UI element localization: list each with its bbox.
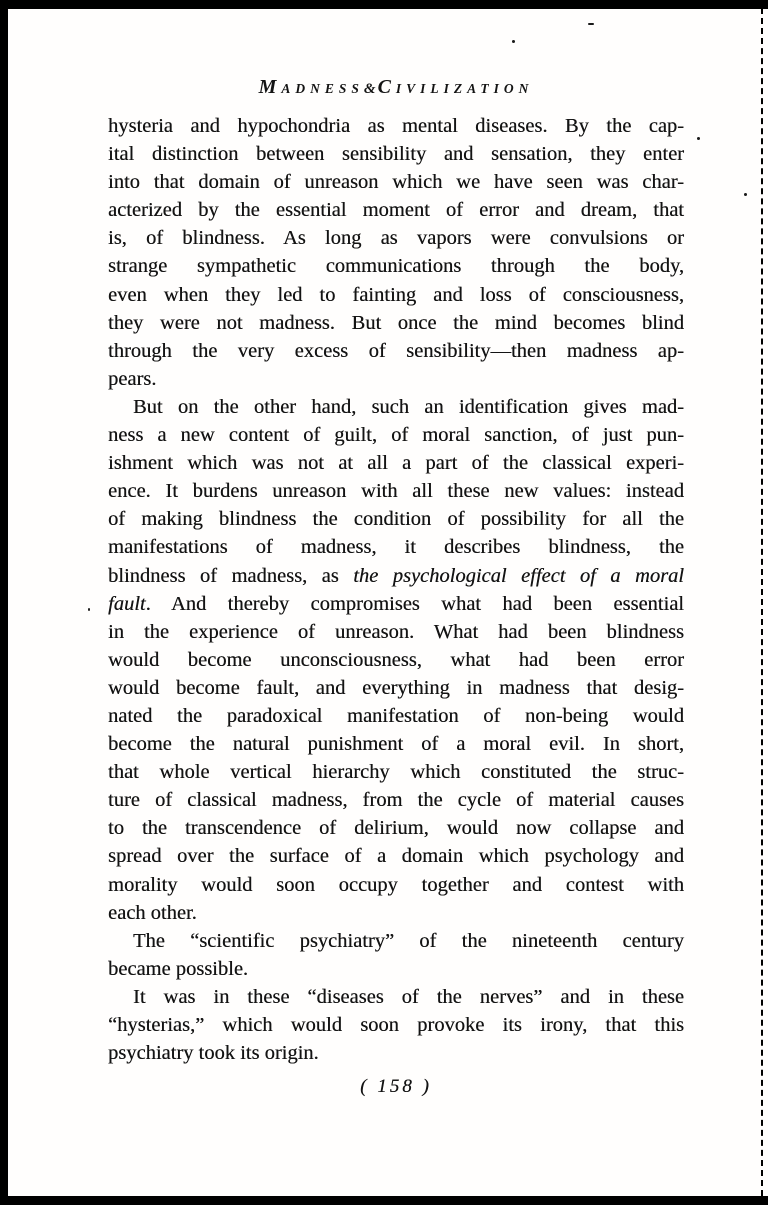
text-line [108,927,684,955]
scan-speck-dot [88,608,90,611]
text-line [108,449,684,477]
text-segment: become the natural punishment of a moral evil. In short, [108,733,684,756]
text-segment: that whole vertical hierarchy which constituted the struc- [108,761,684,784]
running-head-word1-initial: M [258,76,282,98]
page-number: ( 158 ) [360,1076,432,1097]
text-line [108,702,684,730]
text-line [108,252,684,280]
text-segment: morality would soon occupy together and contest with [108,873,684,896]
text-segment: strange sympathetic communications through the body, [108,255,684,278]
scan-border-left [0,0,8,1205]
text-segment: spread over the surface of a domain which psychology and [108,845,684,868]
text-segment: through the very excess of sensibility—then madness ap- [108,339,684,362]
running-head-word1-rest: ADNESS [281,81,364,96]
text-line [108,646,684,674]
text-segment: manifestations of madness, it describes blindness, the [108,536,684,559]
text-line [108,477,684,505]
text-line [108,814,684,842]
running-head-ampersand: & [363,81,376,97]
scan-speck-dot [697,137,700,140]
text-segment: ishment which was not at all a part of the classical experi- [108,452,684,475]
text-line [108,618,684,646]
scan-speck-dot [512,40,515,43]
text-segment: pears. [108,367,157,390]
text-segment: to the transcendence of delirium, would now collapse and [108,817,684,840]
running-head-word2-rest: IVILIZATION [395,81,534,96]
text-segment: nated the paradoxical manifestation of non-being would [108,704,684,727]
text-line [108,730,684,758]
text-segment: ness a new content of guilt, of moral sanction, of just pun- [108,424,684,447]
text-segment: became possible. [108,957,249,980]
text-segment: even when they led to fainting and loss of consciousness, [108,283,684,306]
text-segment: ital distinction between sensibility and sensation, they enter [108,143,684,166]
text-segment-italic: fault [108,592,146,615]
text-segment: The “scientific psychiatry” of the nineteenth century [133,929,684,952]
text-segment: But on the other hand, such an identification gives mad- [133,395,684,418]
text-line [108,674,684,702]
text-segment: into that domain of unreason which we have seen was char- [108,171,684,194]
text-segment: of making blindness the condition of possibility for all the [108,508,684,531]
text-line [108,955,684,983]
scan-speck-dash [588,23,594,25]
text-block [108,112,684,1067]
text-line [108,983,684,1011]
scan-border-right [761,8,763,1196]
text-segment-italic: the psychological effect of a moral [353,564,685,587]
text-line [108,1011,684,1039]
text-segment: acterized by the essential moment of error and dream, that [108,199,684,222]
text-line [108,1039,684,1067]
text-segment: in the experience of unreason. What had been blindness [108,620,684,643]
scan-border-top [0,0,768,9]
text-segment: would become unconsciousness, what had been error [108,648,684,671]
text-line [108,842,684,870]
text-segment: . And thereby compromises what had been essential [145,592,684,615]
running-head-word2-initial: C [377,76,396,98]
text-line [108,505,684,533]
text-line [108,421,684,449]
text-segment: ence. It burdens unreason with all these new values: instead [108,480,684,503]
text-segment: psychiatry took its origin. [108,1042,319,1065]
scan-border-bottom [0,1196,768,1205]
text-segment: hysteria and hypochondria as mental diseases. By the cap- [108,115,684,137]
text-segment: It was in these “diseases of the nerves” and in these [133,985,684,1008]
text-line [108,393,684,421]
text-line [108,281,684,309]
text-line [108,533,684,561]
text-segment: would become fault, and everything in madness that desig- [108,676,684,699]
text-line [108,871,684,899]
text-segment: blindness of madness, as [108,564,354,587]
text-segment: is, of blindness. As long as vapors were convulsions or [108,227,684,250]
text-line [108,899,684,927]
text-line [108,337,684,365]
text-line [108,365,684,393]
text-line [108,196,684,224]
scan-speck-dot [744,193,747,196]
text-line [108,140,684,168]
text-segment: each other. [108,901,197,924]
text-segment: “hysterias,” which would soon provoke its irony, that this [108,1014,684,1036]
text-line [108,590,684,618]
text-segment: ture of classical madness, from the cycle of material causes [108,789,684,812]
text-line [108,786,684,814]
text-line [108,562,684,590]
text-line [108,758,684,786]
text-line [108,112,684,140]
text-segment: they were not madness. But once the mind becomes blind [108,311,684,334]
text-line [108,168,684,196]
text-line [108,309,684,337]
running-head [108,76,684,99]
text-line [108,224,684,252]
